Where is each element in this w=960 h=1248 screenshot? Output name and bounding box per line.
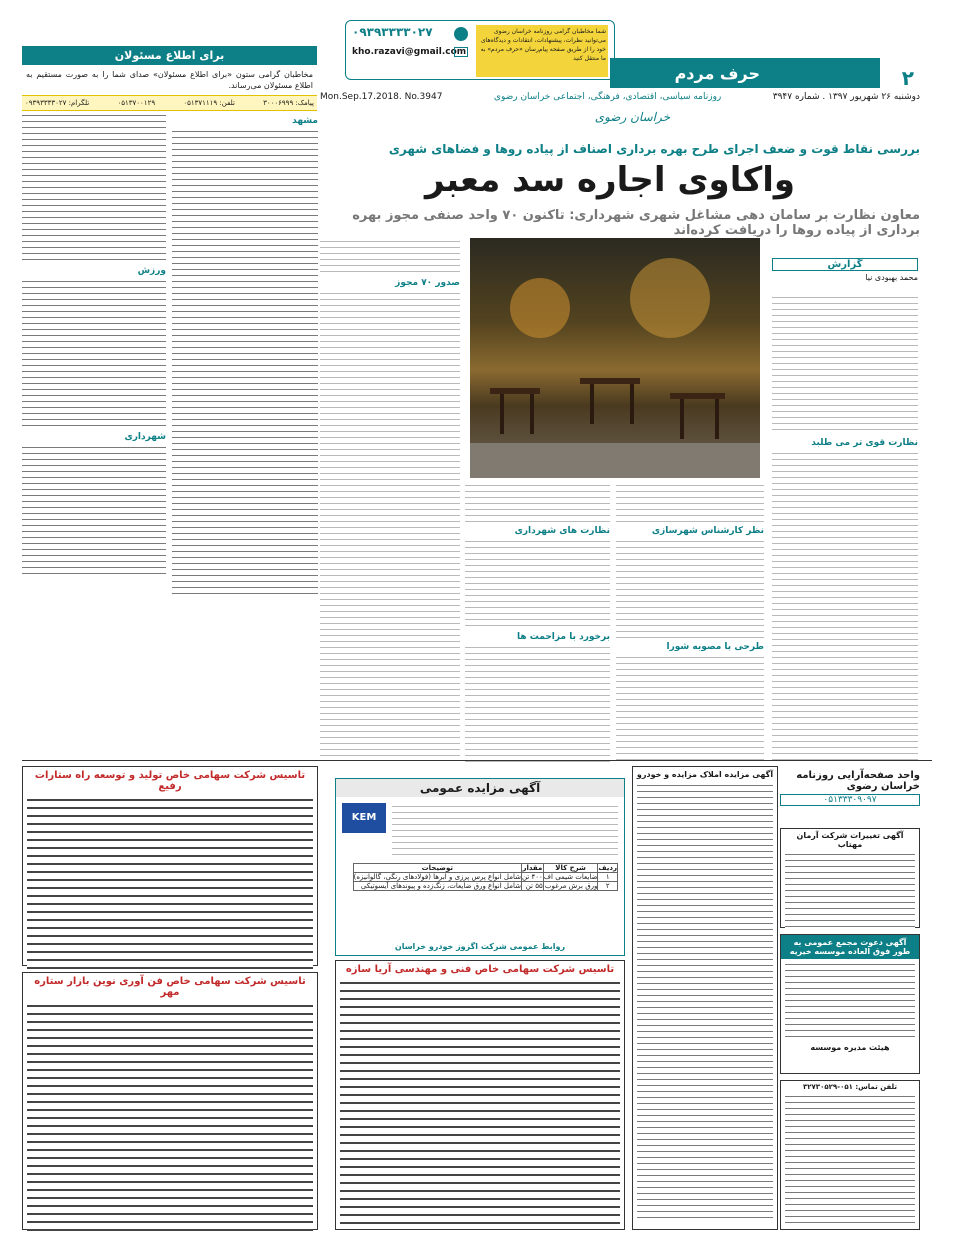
contact-sms: پیامک: ۳۰۰۰۶۹۹۹: [263, 99, 314, 107]
contact-tel2: ۰۵۱۳۷۰۰۱۲۹: [117, 99, 156, 107]
subhead-approval: طرحی با مصوبه شورا: [666, 642, 764, 652]
table-cell: ضایعات شیمی اف: [543, 873, 598, 881]
section-title: حرف مردم: [674, 63, 760, 83]
table-cell: ۵۵ تن: [521, 882, 543, 891]
layout-unit-box: [780, 770, 920, 810]
ad-text: [637, 782, 773, 1222]
table-cell: ۱: [598, 873, 618, 882]
ad-left-2-title: تاسیس شرکت سهامی خاص فن آوری نوین بازار ستاره مهر: [34, 976, 306, 998]
officials-intro: مخاطبان گرامی ستون «برای اطلاع مسئولان» صدای شما را به صورت مستقیم به اطلاع مسئولان می‌رساند.: [26, 70, 313, 90]
ad-right-sig: هیئت مدیره موسسه: [810, 1043, 890, 1052]
cafe-photo-graphic: [470, 238, 760, 478]
subtitle: روزنامه سیاسی، اقتصادی، فرهنگی، اجتماعی خراسان رضوی: [493, 92, 722, 102]
mail-icon: [454, 47, 468, 57]
officials-title: برای اطلاع مسئولان: [22, 46, 317, 65]
contact-box: [345, 20, 615, 80]
kem-table: [353, 863, 618, 891]
table-header: شرح کالا: [543, 864, 598, 873]
report-label: [772, 258, 918, 282]
ad-right-2: [780, 1080, 920, 1230]
ad-mid: [335, 960, 625, 1230]
contact-telegram: تلگرام: ۰۹۳۹۳۳۳۳۰۲۷: [25, 99, 90, 107]
unit-title: واحد صفحه‌آرایی روزنامه خراسان رضوی: [796, 770, 920, 792]
text-block: [616, 482, 764, 522]
article-kicker: بررسی نقاط قوت و ضعف اجرای طرح بهره برداری اصناف از پیاده روها و فضاهای شهری: [388, 142, 920, 156]
ad-left-2: [22, 972, 318, 1230]
article-headline: واکاوی اجاره سد معبر: [424, 160, 796, 200]
table-header: مقدار: [522, 864, 543, 872]
ad-text: [340, 978, 620, 1224]
table-cell: ورق برش مرغوب: [544, 882, 598, 890]
subhead-disturbance: برخورد با مزاحمت ها: [517, 632, 610, 642]
officials-col-left: [22, 112, 166, 602]
contact-tel1: تلفن: ۰۵۱۳۷۱۱۱۹: [183, 99, 235, 107]
ad-right-1-title: آگهی تغییرات شرکت آرمان مهتاب: [796, 831, 904, 849]
subhead-expert: نظر کارشناس شهرسازی: [651, 526, 764, 536]
ad-text: [785, 851, 915, 931]
phone-line: تلفن تماس: ۰۵۱-۳۲۷۳۰۵۲۹: [802, 1083, 898, 1091]
report-tag: گزارش: [772, 258, 918, 271]
kem-footer: روابط عمومی شرکت اگزوز خودرو خراسان: [394, 942, 566, 951]
ad-mid-title: تاسیس شرکت سهامی خاص فنی و مهندسی آریا سازه: [345, 964, 615, 975]
text-block: [465, 538, 610, 628]
table-header-row: [353, 864, 617, 873]
text-block: [465, 482, 610, 522]
notice-top-title: آگهی مزایده املاک مزایده و خودرو: [636, 770, 774, 779]
subhead-permits: صدور ۷۰ مجوز: [395, 278, 460, 288]
table-cell: شامل انواع ورق ضایعات، زنگ‌زده و پیوندهای آیسوتیکی: [353, 882, 521, 891]
text-block: [616, 538, 764, 638]
page-number: ۲: [901, 66, 914, 90]
table-row: [353, 882, 617, 891]
table-header: توضیحات: [353, 864, 521, 873]
article-lead: معاون نظارت بر سامان دهی مشاغل شهری شهرداری: تاکنون ۷۰ واحد صنفی مجوز بهره برداری از پیاده روها را دریافت کرده‌اند: [352, 208, 920, 238]
text-block: [772, 294, 918, 434]
author-name: محمد بهبودی نیا: [865, 273, 918, 282]
ad-text: [785, 1093, 915, 1223]
article-col-3: [465, 482, 610, 767]
text-block: [172, 128, 318, 598]
subhead-municipal: نظارت های شهرداری: [514, 526, 610, 536]
table-row: [353, 873, 617, 882]
article-col-1: [772, 294, 918, 766]
ad-left-1: [22, 766, 318, 966]
kem-auction-ad: [335, 778, 625, 956]
subhead-strong-oversight: نظارت قوی تر می طلبد: [811, 438, 918, 448]
section-varzesh: ورزش: [137, 266, 166, 276]
officials-panel: [22, 46, 317, 111]
notice-column: [632, 766, 778, 1230]
text-block: [616, 654, 764, 764]
date-en: Mon.Sep.17.2018. No.3947: [320, 92, 443, 102]
text-block: [772, 450, 918, 760]
article-col-4: [320, 238, 460, 768]
unit-phone[interactable]: ۰۵۱۳۳۳۰۹۰۹۷: [780, 794, 920, 806]
ad-text: [27, 795, 313, 971]
text-block: [320, 290, 460, 760]
article-photo: [470, 238, 760, 478]
ad-text: [27, 1001, 313, 1235]
ad-right-1: [780, 828, 920, 928]
date-fa: دوشنبه ۲۶ شهریور ۱۳۹۷ . شماره ۳۹۴۷: [772, 92, 920, 102]
article-col-2: [616, 482, 764, 767]
ad-right-highlight: [780, 934, 920, 1074]
divider: [22, 760, 932, 761]
text-block: [465, 644, 610, 764]
table-cell: شامل انواع پرس پرزی و ابرها (فولادهای رنگی، گالوانیزه): [353, 873, 521, 881]
section-mashhad: مشهد: [292, 116, 318, 126]
text-block: [22, 278, 166, 428]
officials-contacts: [22, 95, 317, 111]
section-banner: [610, 58, 880, 88]
ad-right-highlight-title: آگهی دعوت مجمع عمومی به طور فوق العاده موسسه خیریه: [781, 935, 919, 959]
telegram-icon: [454, 27, 468, 41]
officials-col-right: [172, 112, 318, 602]
contact-note: شما مخاطبان گرامی روزنامه خراسان رضوی می‌توانید نظرات، پیشنهادات، انتقادات و دیدگاه‌های خود را از طریق صفحه پیام‌رسان «حرف مردم» به ما منتقل کنید: [476, 25, 608, 77]
text-block: [22, 112, 166, 262]
kem-title: آگهی مزایده عمومی: [336, 779, 624, 797]
kem-logo: KEM: [342, 803, 386, 833]
logo: خراسان رضوی: [594, 110, 670, 124]
kem-text: [392, 803, 618, 857]
table-header: ردیف: [598, 864, 617, 872]
phone-number[interactable]: ۰۹۳۹۳۳۳۳۰۲۷: [352, 25, 433, 39]
email-address[interactable]: kho.razavi@gmail.com: [352, 47, 467, 57]
section-shahrdari: شهرداری: [124, 432, 166, 442]
text-block: [22, 444, 166, 574]
table-cell: ۲: [598, 882, 618, 891]
text-block: [320, 238, 460, 274]
ad-left-1-title: تاسیس شرکت سهامی خاص تولید و توسعه راه ستارات رفیع: [34, 770, 306, 792]
ad-text: [785, 961, 915, 1041]
date-line: [320, 92, 920, 108]
table-cell: ۴۰۰ تن: [521, 873, 543, 881]
